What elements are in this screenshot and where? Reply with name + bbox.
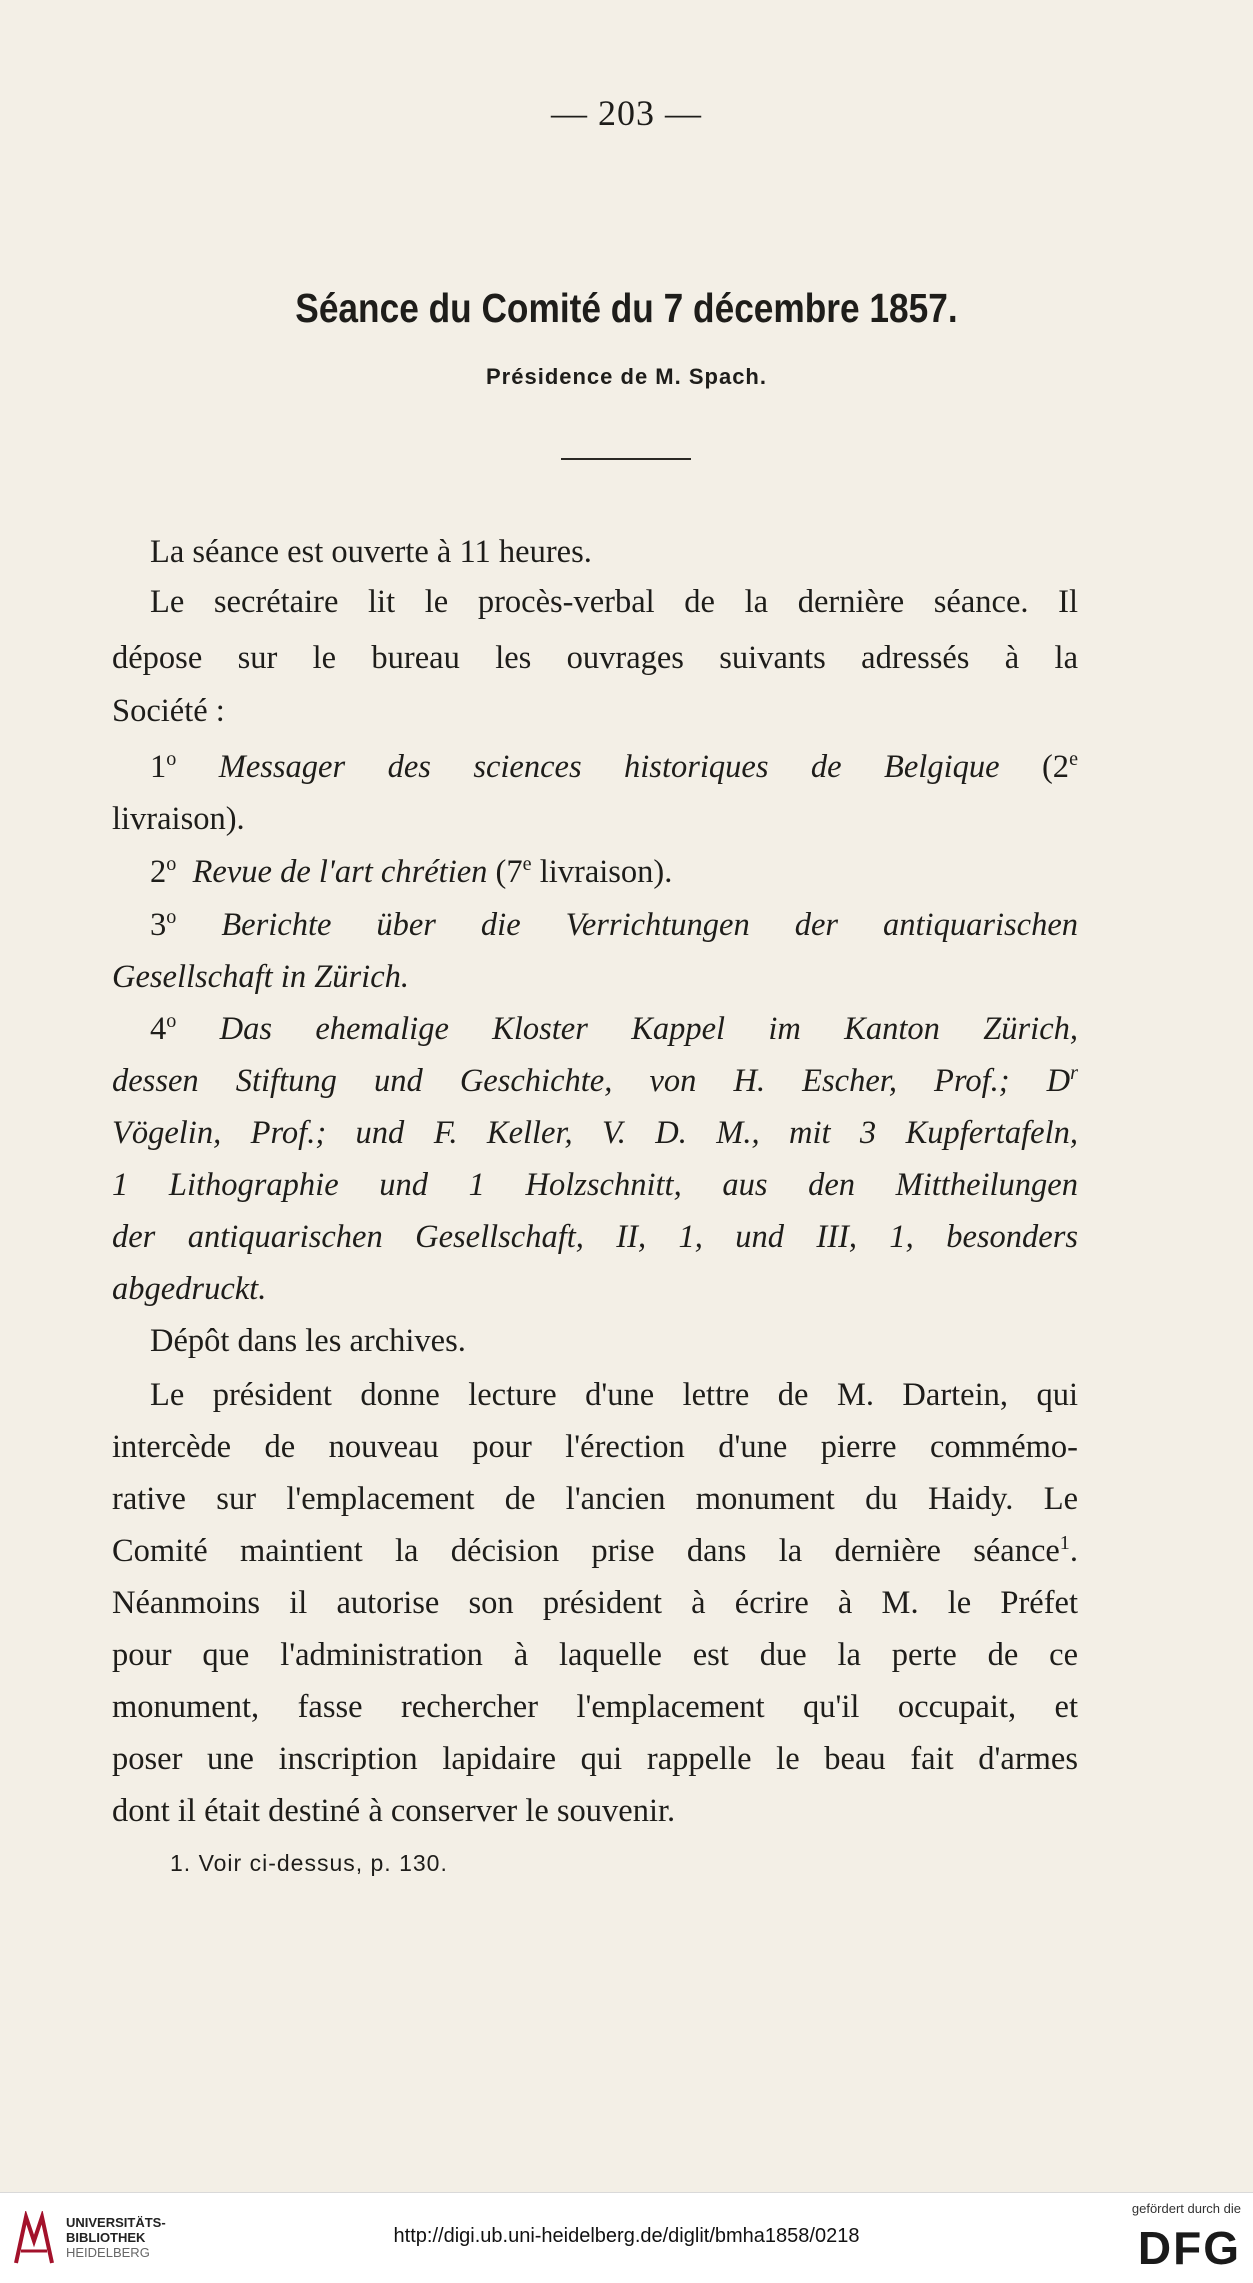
permalink[interactable]: http://digi.ub.uni-heidelberg.de/diglit/bmha1858/0218 (393, 2225, 860, 2247)
text-line: La séance est ouverte à 11 heures. (150, 534, 592, 570)
item-number: 4$^o$ (150, 1009, 177, 1047)
text-line: Dépôt dans les archives. (150, 1323, 466, 1359)
text-line: poser une inscription lapidaire qui rappelle le beau fait d'armes (112, 1741, 1078, 1777)
item-note: (2e (1041, 747, 1079, 785)
item-title: Revue de l'art chrétien (192, 854, 488, 890)
item-number: 1$^o$ (150, 747, 177, 785)
page-title: Séance du Comité du 7 décembre 1857. (295, 285, 958, 331)
text-line: dessen Stiftung und Geschichte, von H. Escher, Prof.; $D^r$ (112, 1061, 1078, 1099)
library-name[interactable]: UNIVERSITÄTS- BIBLIOTHEK HEIDELBERG (66, 2215, 166, 2260)
text-line: Comité maintient la décision prise dans la dernière séance$^1$. (112, 1531, 1078, 1569)
item-note: (7e livraison). (495, 852, 673, 890)
text-line: livraison). (112, 801, 245, 837)
footnote: 1. Voir ci-dessus, p. 130. (170, 1850, 448, 1876)
item-title: Berichte über die Verrichtungen der antiquarischen (221, 907, 1078, 943)
text-line: pour que l'administration à laquelle est due la perte de ce (112, 1637, 1078, 1673)
page-number: — 203 — (551, 93, 702, 133)
funding-caption: gefördert durch die (1131, 2201, 1241, 2216)
text-line: der antiquarischen Gesellschaft, II, 1, und III, 1, besonders (112, 1219, 1078, 1255)
text-line: Néanmoins il autorise son président à écrire à M. le Préfet (112, 1585, 1078, 1621)
list-item (150, 1007, 1078, 1051)
text-line: rative sur l'emplacement de l'ancien monument du Haidy. Le (112, 1481, 1078, 1517)
page-subtitle: Présidence de M. Spach. (486, 364, 767, 389)
list-item (150, 745, 1078, 789)
text-line: Le président donne lecture d'une lettre de M. Dartein, qui (150, 1377, 1078, 1413)
text-line: dont il était destiné à conserver le souvenir. (112, 1793, 676, 1829)
text-line: monument, fasse rechercher l'emplacement qu'il occupait, et (112, 1689, 1078, 1725)
text-line: Vögelin, Prof.; und F. Keller, V. D. M., mit 3 Kupfertafeln, (112, 1115, 1078, 1151)
text-line: dépose sur le bureau les ouvrages suivants adressés à la (112, 640, 1078, 676)
list-item (150, 850, 1078, 894)
text-line: abgedruckt. (112, 1271, 267, 1307)
item-number: 2$^o$ (150, 852, 177, 890)
text-line: Société : (112, 693, 225, 729)
item-number: 3$^o$ (150, 905, 177, 943)
dfg-logo-icon[interactable]: DFG (1137, 2222, 1241, 2274)
text-line: 1 Lithographie und 1 Holzschnitt, aus den Mittheilungen (112, 1167, 1078, 1203)
item-title: Das ehemalige Kloster Kappel im Kanton Zürich, (219, 1011, 1078, 1047)
text-line: Le secrétaire lit le procès-verbal de la dernière séance. Il (150, 584, 1078, 620)
text-line: intercède de nouveau pour l'érection d'une pierre commémo- (112, 1429, 1078, 1465)
item-title: Messager des sciences historiques de Belgique (218, 749, 1000, 785)
list-item (150, 903, 1078, 947)
viewer-footer (0, 2192, 1253, 2283)
text-line: Gesellschaft in Zürich. (112, 959, 409, 995)
title-divider (561, 458, 691, 460)
